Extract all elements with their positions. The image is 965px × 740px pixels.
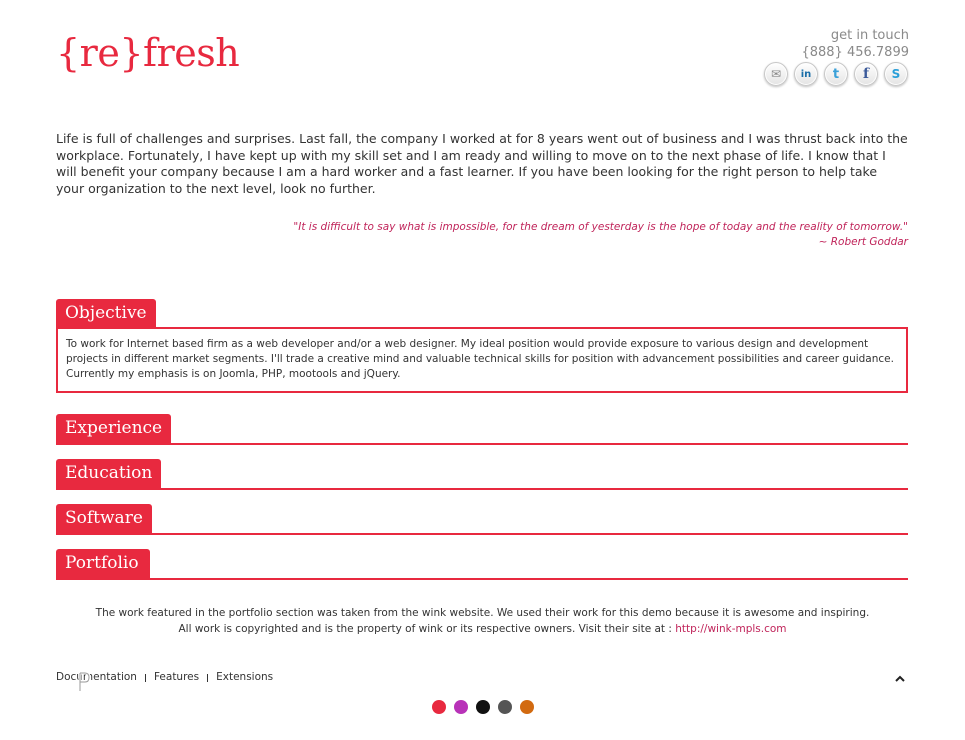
section-divider [56, 533, 908, 535]
swatch-gray[interactable] [498, 700, 512, 714]
phone-number: {888} 456.7899 [801, 45, 909, 60]
skype-icon[interactable] [884, 62, 908, 86]
tab-experience[interactable]: Experience [56, 414, 171, 443]
footer-link-extensions[interactable]: Extensions [216, 671, 274, 683]
section-experience [56, 414, 908, 445]
section-portfolio [56, 549, 908, 580]
back-to-top-icon[interactable] [893, 672, 907, 686]
section-divider [56, 578, 908, 580]
color-swatches [432, 700, 534, 714]
linkedin-icon-glyph: in [800, 68, 812, 80]
tab-objective[interactable]: Objective [56, 299, 156, 328]
swatch-orange[interactable] [520, 700, 534, 714]
facebook-icon[interactable] [854, 62, 878, 86]
twitter-icon[interactable] [824, 62, 848, 86]
get-in-touch-label: get in touch [830, 28, 909, 43]
section-divider [56, 488, 908, 490]
facebook-icon-glyph: f [862, 66, 870, 82]
swatch-magenta[interactable] [454, 700, 468, 714]
wink-link[interactable]: http://wink-mpls.com [675, 622, 787, 635]
footer-separator [207, 674, 208, 682]
section-software [56, 504, 908, 535]
linkedin-icon[interactable] [794, 62, 818, 86]
skype-icon-glyph: S [891, 67, 901, 81]
footer-link-documentation[interactable]: Documentation [56, 671, 137, 683]
footer-note [0, 606, 965, 637]
tab-education[interactable]: Education [56, 459, 161, 488]
quote-block [293, 220, 908, 250]
twitter-icon-glyph: t [832, 66, 840, 82]
text-cursor-icon [76, 671, 92, 693]
intro-text: Life is full of challenges and surprises. Last fall, the company I worked at for 8 years went out of business and I was thrust back into the workplace. Fortunately, I have kept up with my skill set and I am ready and willing to move on to the next phase of life. I know that I will benefit your company because I am a hard worker and a fast learner. If you have been looking for the right person to help take your organization to the next level, look no further. [56, 131, 908, 196]
contact-block [801, 27, 909, 61]
quote-text: "It is difficult to say what is impossible, for the dream of yesterday is the hope of today and the reality of tomorrow." [293, 221, 908, 233]
site-logo[interactable]: {re}fresh [56, 31, 240, 75]
swatch-black[interactable] [476, 700, 490, 714]
quote-author: ~ Robert Goddar [818, 236, 908, 248]
swatch-red[interactable] [432, 700, 446, 714]
footer-note-line-2-text: All work is copyrighted and is the property of wink or its respective owners. Visit their site at : [178, 622, 672, 635]
section-divider [56, 443, 908, 445]
email-icon-glyph: ✉ [770, 67, 782, 81]
footer-separator [145, 674, 146, 682]
footer-link-features[interactable]: Features [153, 671, 200, 683]
objective-content: To work for Internet based firm as a web developer and/or a web designer. My ideal position would provide exposure to various design and development projects in different market segments. I'll trade a creative mind and valuable technical skills for position with advancement possibilities and career guidance. Currently my emphasis is on Joomla, PHP, mootools and jQuery. [56, 327, 908, 393]
email-icon[interactable] [764, 62, 788, 86]
tab-portfolio[interactable]: Portfolio [56, 549, 150, 578]
footer-note-line-1: The work featured in the portfolio section was taken from the wink website. We used their work for this demo because it is awesome and inspiring. [95, 607, 870, 619]
section-objective [56, 299, 908, 393]
section-education [56, 459, 908, 490]
tab-software[interactable]: Software [56, 504, 152, 533]
social-links [764, 62, 908, 86]
footer-note-line-2 [0, 622, 965, 638]
